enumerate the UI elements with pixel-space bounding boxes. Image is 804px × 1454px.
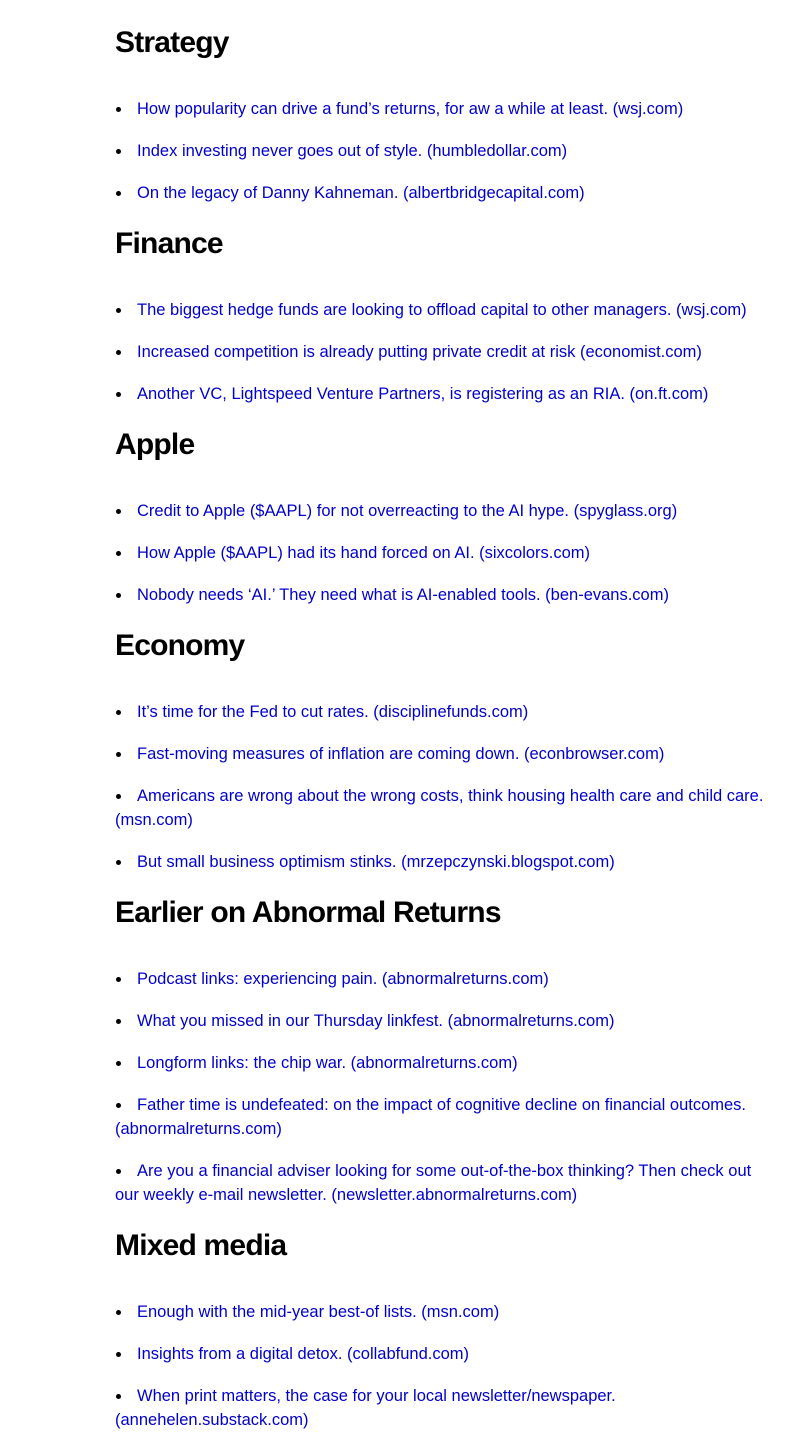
article-link[interactable]: Are you a financial adviser looking for some out-of-the-box thinking? Then check out our weekly e-mail newsletter. (newsletter.abnormalreturns.com) <box>115 1162 752 1204</box>
list-item <box>115 541 765 565</box>
list-item <box>115 1300 765 1324</box>
section-heading-mixed-media: Mixed media <box>115 1229 287 1262</box>
article-link[interactable]: Podcast links: experiencing pain. (abnormalreturns.com) <box>137 970 549 988</box>
article-link[interactable]: What you missed in our Thursday linkfest. (abnormalreturns.com) <box>137 1012 615 1030</box>
section-heading-strategy: Strategy <box>115 26 229 59</box>
article-link[interactable]: Credit to Apple ($AAPL) for not overreacting to the AI hype. (spyglass.org) <box>137 502 678 520</box>
list-item <box>115 298 765 322</box>
article-link[interactable]: On the legacy of Danny Kahneman. (albertbridgecapital.com) <box>137 184 585 202</box>
list-item <box>115 1009 765 1033</box>
section-heading-apple: Apple <box>115 428 195 461</box>
list-item <box>115 967 765 991</box>
list-item <box>115 97 765 121</box>
article-link[interactable]: Longform links: the chip war. (abnormalreturns.com) <box>137 1054 518 1072</box>
article-link[interactable]: Another VC, Lightspeed Venture Partners, is registering as an RIA. (on.ft.com) <box>137 385 709 403</box>
article-link[interactable]: But small business optimism stinks. (mrzepczynski.blogspot.com) <box>137 853 615 871</box>
article-link[interactable]: Insights from a digital detox. (collabfund.com) <box>137 1345 469 1363</box>
list-item <box>115 742 765 766</box>
article-link[interactable]: Father time is undefeated: on the impact of cognitive decline on financial outcomes. (abnormalreturns.com) <box>115 1096 747 1138</box>
list-item <box>115 181 765 205</box>
article-link[interactable]: How Apple ($AAPL) had its hand forced on AI. (sixcolors.com) <box>137 544 591 562</box>
list-item <box>115 1342 765 1366</box>
article-link[interactable]: Enough with the mid-year best-of lists. (msn.com) <box>137 1303 500 1321</box>
section-heading-earlier-on-abnormal-returns: Earlier on Abnormal Returns <box>115 896 501 929</box>
list-item <box>115 1093 765 1141</box>
list-item <box>115 139 765 163</box>
article-link[interactable]: Fast-moving measures of inflation are coming down. (econbrowser.com) <box>137 745 665 763</box>
article-link[interactable]: Americans are wrong about the wrong costs, think housing health care and child care. (msn.com) <box>115 787 764 829</box>
list-item <box>115 784 765 832</box>
article-link[interactable]: Increased competition is already putting private credit at risk (economist.com) <box>137 343 702 361</box>
article-link[interactable]: It’s time for the Fed to cut rates. (disciplinefunds.com) <box>137 703 529 721</box>
list-item <box>115 340 765 364</box>
list-item <box>115 382 765 406</box>
article-link[interactable]: The biggest hedge funds are looking to offload capital to other managers. (wsj.com) <box>137 301 747 319</box>
list-item <box>115 850 765 874</box>
article-link[interactable]: Index investing never goes out of style. (humbledollar.com) <box>137 142 568 160</box>
article-link[interactable]: Nobody needs ‘AI.’ They need what is AI-enabled tools. (ben-evans.com) <box>137 586 669 604</box>
list-item <box>115 700 765 724</box>
list-item <box>115 1384 765 1432</box>
list-item <box>115 1159 765 1207</box>
article-link[interactable]: When print matters, the case for your local newsletter/newspaper. (annehelen.substack.com) <box>115 1387 616 1429</box>
list-item <box>115 499 765 523</box>
section-heading-economy: Economy <box>115 629 245 662</box>
article-link[interactable]: How popularity can drive a fund’s returns, for aw a while at least. (wsj.com) <box>137 100 684 118</box>
list-item <box>115 1051 765 1075</box>
section-heading-finance: Finance <box>115 227 223 260</box>
list-item <box>115 583 765 607</box>
